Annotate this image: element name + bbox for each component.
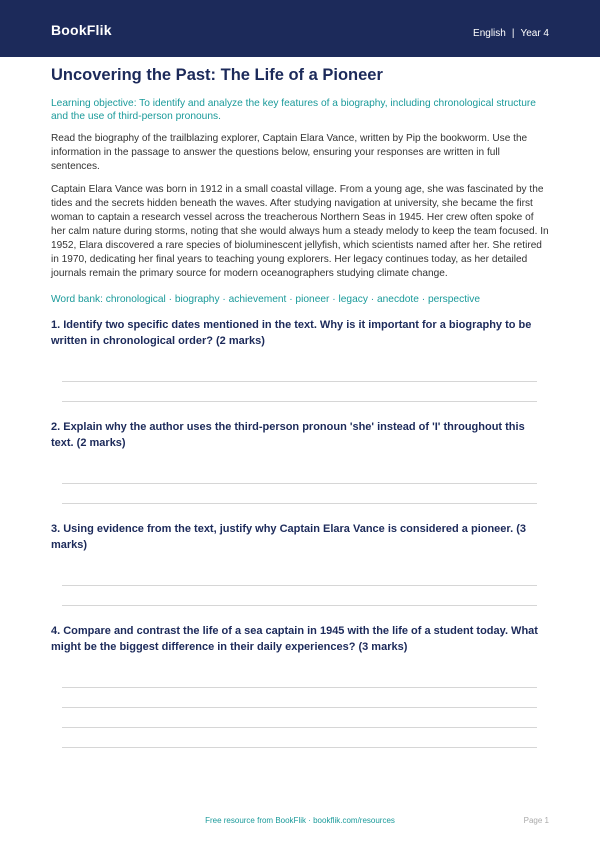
answer-line[interactable] (62, 483, 537, 484)
subject-label: English (473, 28, 506, 39)
year-label: Year 4 (520, 28, 549, 39)
learning-objective: Learning objective: To identify and analyze the key features of a biography, including chronological structure and the use of third-person pronouns. (51, 98, 536, 122)
biography-passage: Captain Elara Vance was born in 1912 in a small coastal village. From a young age, she was fascinated by the tides and the secrets hidden beneath the waves. After studying navigation at university, she became the first woman to captain a research vessel across the treacherous Northern Seas in 1945. Her crew often spoke of her calm nature during storms, noting that she would always hum a steady melody to keep the team focused. In 1952, Elara discovered a rare species of bioluminescent jellyfish, which scientists named after her. She retired in 1970, dedicating her final years to teaching young explorers. Her legacy continues today, as her detailed journals remain the primary source for modern oceanographers studying climate change. (51, 184, 549, 279)
question-1: 1. Identify two specific dates mentioned in the text. Why is it important for a biography to be written in chronological order? (2 marks) (51, 319, 532, 347)
brand-logo: BookFlik (51, 22, 112, 38)
answer-line[interactable] (62, 707, 537, 708)
page-header (0, 0, 600, 57)
question-3: 3. Using evidence from the text, justify why Captain Elara Vance is considered a pioneer. (3 marks) (51, 523, 526, 551)
answer-line[interactable] (62, 605, 537, 606)
intro-section (51, 64, 549, 306)
meta-separator: | (511, 28, 515, 39)
answer-line[interactable] (62, 503, 537, 504)
answer-line[interactable] (62, 585, 537, 586)
question-4: 4. Compare and contrast the life of a sea captain in 1945 with the life of a student today. What might be the biggest difference in their daily experiences? (3 marks) (51, 625, 538, 653)
answer-line[interactable] (62, 687, 537, 688)
answer-line[interactable] (62, 401, 537, 402)
answer-line[interactable] (62, 381, 537, 382)
instructions: Read the biography of the trailblazing explorer, Captain Elara Vance, written by Pip the bookworm. Use the information in the passage to answer the questions below, ensuring your responses are written in full sentences. (51, 133, 528, 172)
header-meta (473, 28, 549, 39)
answer-line[interactable] (62, 747, 537, 748)
answer-line[interactable] (62, 727, 537, 728)
word-bank: Word bank: chronological · biography · achievement · pioneer · legacy · anecdote · perspective (51, 294, 481, 305)
page-title: Uncovering the Past: The Life of a Pioneer (51, 66, 383, 84)
footer-text: Free resource from BookFlik · bookflik.com/resources (205, 816, 395, 825)
page-number: Page 1 (523, 816, 549, 825)
question-2: 2. Explain why the author uses the third-person pronoun 'she' instead of 'I' throughout this text. (2 marks) (51, 421, 525, 449)
